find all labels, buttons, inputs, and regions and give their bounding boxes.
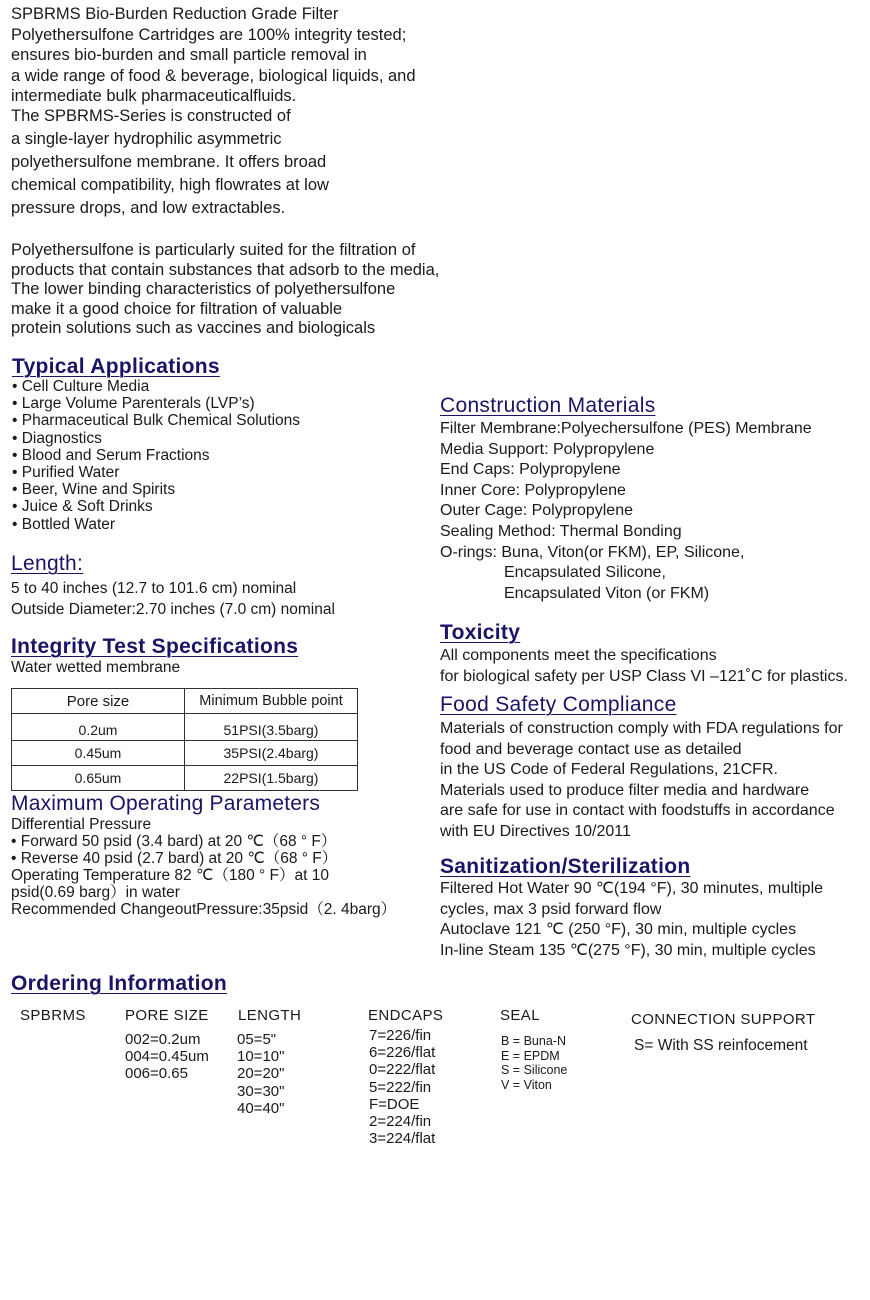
length-heading: Length: — [11, 552, 84, 575]
ordering-endcaps-options — [369, 1027, 435, 1147]
seal-option: V = Viton — [501, 1077, 552, 1092]
construction-line: Filter Membrane:Polyechersulfone (PES) Membrane — [440, 420, 812, 437]
table-row — [12, 714, 358, 741]
construction-line: Outer Cage: Polypropylene — [440, 502, 633, 520]
intro-line: polyethersulfone membrane. It offers broad — [11, 153, 327, 171]
intro-line: The SPBRMS-Series is constructed of — [11, 107, 291, 125]
endcaps-option: 0=222/flat — [369, 1061, 436, 1079]
intro-line: pressure drops, and low extractables. — [11, 199, 286, 217]
table-cell-pore-size: 0.65um — [12, 766, 185, 791]
intro-paragraph-3 — [11, 241, 439, 339]
ordering-seal-options — [501, 1034, 567, 1092]
operating-heading: Maximum Operating Parameters — [11, 792, 321, 815]
ordering-endcaps-header: ENDCAPS — [368, 1007, 444, 1024]
length-option: 40=40" — [237, 1099, 285, 1117]
toxicity-details — [440, 646, 848, 687]
ordering-pore-size-header: PORE SIZE — [125, 1007, 209, 1024]
table-header-row — [12, 689, 358, 714]
table-cell-bubble-point: 35PSI(2.4barg) — [185, 741, 358, 766]
sanitization-line: Autoclave 121 ℃ (250 °F), 30 min, multiple cycles — [440, 921, 797, 939]
intro-line: make it a good choice for filtration of valuable — [11, 299, 343, 318]
list-item: • Cell Culture Media — [12, 378, 150, 395]
intro-line: protein solutions such as vaccines and biologicals — [11, 319, 376, 337]
endcaps-option: F=DOE — [369, 1095, 420, 1113]
list-item: • Large Volume Parenterals (LVP’s) — [12, 395, 255, 413]
intro-line: Polyethersulfone is particularly suited for the filtration of — [11, 241, 416, 259]
toxicity-line: for biological safety per USP Class VI –121˚C for plastics. — [440, 667, 848, 685]
sanitization-line: cycles, max 3 psid forward flow — [440, 900, 662, 918]
food-safety-line: Materials of construction comply with FDA regulations for — [440, 720, 843, 737]
table-cell-bubble-point: 51PSI(3.5barg) — [185, 714, 358, 741]
length-line: 5 to 40 inches (12.7 to 101.6 cm) nominal — [11, 580, 297, 597]
ordering-series-header: SPBRMS — [20, 1007, 86, 1024]
table-cell-pore-size: 0.2um — [12, 714, 185, 741]
table-header-bubble-point: Minimum Bubble point — [185, 689, 358, 714]
food-safety-line: food and beverage contact use as detailed — [440, 740, 742, 758]
endcaps-option: 2=224/fin — [369, 1113, 432, 1131]
food-safety-line: Materials used to produce filter media and hardware — [440, 781, 810, 799]
seal-option: E = EPDM — [501, 1048, 560, 1063]
intro-line: The lower binding characteristics of polyethersulfone — [11, 280, 396, 298]
length-option: 05=5" — [237, 1031, 277, 1048]
integrity-subtitle: Water wetted membrane — [11, 659, 181, 676]
endcaps-option: 7=226/fin — [369, 1027, 432, 1044]
table-row — [12, 766, 358, 791]
seal-option: B = Buna-N — [501, 1034, 566, 1048]
construction-line-indented: Encapsulated Silicone, — [504, 564, 666, 582]
construction-line: Media Support: Polypropylene — [440, 440, 655, 458]
table-cell-pore-size: 0.45um — [12, 741, 185, 766]
intro-line: SPBRMS Bio-Burden Reduction Grade Filter — [11, 5, 339, 23]
applications-list — [12, 378, 300, 533]
length-line: Outside Diameter:2.70 inches (7.0 cm) nominal — [11, 600, 335, 618]
endcaps-option: 6=226/flat — [369, 1044, 436, 1062]
endcaps-option: 5=222/fin — [369, 1078, 432, 1096]
bubble-point-table — [11, 688, 358, 791]
ordering-connection-options — [634, 1037, 808, 1054]
table-header-pore-size: Pore size — [12, 689, 185, 714]
list-item: • Blood and Serum Fractions — [12, 446, 210, 464]
operating-line: psid(0.69 barg）in water — [11, 884, 180, 901]
sanitization-line: In-line Steam 135 ℃(275 °F), 30 min, multiple cycles — [440, 941, 816, 959]
food-safety-line: are safe for use in contact with foodstuffs in accordance — [440, 802, 835, 820]
sanitization-line: Filtered Hot Water 90 ℃(194 °F), 30 minutes, multiple — [440, 880, 824, 897]
operating-line: Operating Temperature 82 ℃（180 ° F）at 10 — [11, 867, 329, 884]
intro-line: intermediate bulk pharmaceuticalfluids. — [11, 87, 297, 105]
food-safety-heading: Food Safety Compliance — [440, 693, 677, 716]
list-item: • Beer, Wine and Spirits — [12, 481, 176, 499]
operating-line: • Forward 50 psid (3.4 bard) at 20 ℃（68 ° F） — [11, 833, 337, 850]
construction-details — [440, 419, 812, 604]
food-safety-details — [440, 719, 843, 843]
table-row — [12, 741, 358, 766]
construction-line: End Caps: Polypropylene — [440, 461, 621, 479]
ordering-seal-header: SEAL — [500, 1007, 540, 1024]
pore-size-option: 002=0.2um — [125, 1031, 201, 1048]
operating-line: • Reverse 40 psid (2.7 bard) at 20 ℃（68 ° F） — [11, 850, 338, 867]
ordering-length-options — [237, 1031, 284, 1117]
sanitization-heading: Sanitization/Sterilization — [440, 855, 691, 878]
list-item: • Diagnostics — [12, 429, 102, 447]
applications-heading: Typical Applications — [12, 355, 220, 378]
food-safety-line: in the US Code of Federal Regulations, 21CFR. — [440, 761, 778, 779]
length-option: 30=30" — [237, 1082, 285, 1100]
construction-line: Inner Core: Polypropylene — [440, 481, 626, 499]
connection-option: S= With SS reinfocement — [634, 1037, 808, 1054]
endcaps-option: 3=224/flat — [369, 1130, 436, 1148]
length-details — [11, 579, 335, 620]
intro-line: a wide range of food & beverage, biological liquids, and — [11, 66, 416, 85]
pore-size-option: 006=0.65 — [125, 1065, 188, 1083]
list-item: • Pharmaceutical Bulk Chemical Solutions — [12, 412, 300, 430]
intro-line: products that contain substances that adsorb to the media, — [11, 260, 440, 279]
toxicity-heading: Toxicity — [440, 621, 521, 644]
list-item: • Juice & Soft Drinks — [12, 498, 153, 516]
operating-line: Differential Pressure — [11, 816, 152, 833]
table-cell-bubble-point: 22PSI(1.5barg) — [185, 766, 358, 791]
integrity-heading: Integrity Test Specifications — [11, 635, 299, 658]
food-safety-line: with EU Directives 10/2011 — [440, 822, 631, 840]
construction-line: Sealing Method: Thermal Bonding — [440, 522, 682, 540]
operating-details — [11, 816, 396, 918]
ordering-pore-size-options — [125, 1031, 209, 1083]
construction-line: O-rings: Buna, Viton(or FKM), EP, Silicone, — [440, 543, 745, 561]
list-item: • Bottled Water — [12, 515, 116, 533]
ordering-length-header: LENGTH — [238, 1007, 302, 1024]
intro-line: ensures bio-burden and small particle removal in — [11, 46, 367, 64]
length-option: 10=10" — [237, 1048, 285, 1066]
construction-heading: Construction Materials — [440, 394, 656, 417]
ordering-connection-header: CONNECTION SUPPORT — [631, 1011, 816, 1028]
intro-paragraph-2 — [11, 105, 329, 220]
pore-size-option: 004=0.45um — [125, 1048, 209, 1066]
intro-paragraph-1 — [11, 4, 416, 107]
ordering-heading: Ordering Information — [11, 972, 227, 995]
length-option: 20=20" — [237, 1065, 285, 1083]
intro-line: Polyethersulfone Cartridges are 100% integrity tested; — [11, 25, 407, 44]
list-item: • Purified Water — [12, 464, 120, 482]
intro-line: a single-layer hydrophilic asymmetric — [11, 130, 282, 148]
seal-option: S = Silicone — [501, 1063, 568, 1077]
sanitization-details — [440, 879, 823, 961]
intro-line: chemical compatibility, high flowrates at low — [11, 176, 329, 194]
toxicity-line: All components meet the specifications — [440, 647, 717, 664]
construction-line-indented: Encapsulated Viton (or FKM) — [504, 584, 710, 602]
operating-line: Recommended ChangeoutPressure:35psid（2. 4barg） — [11, 901, 397, 918]
